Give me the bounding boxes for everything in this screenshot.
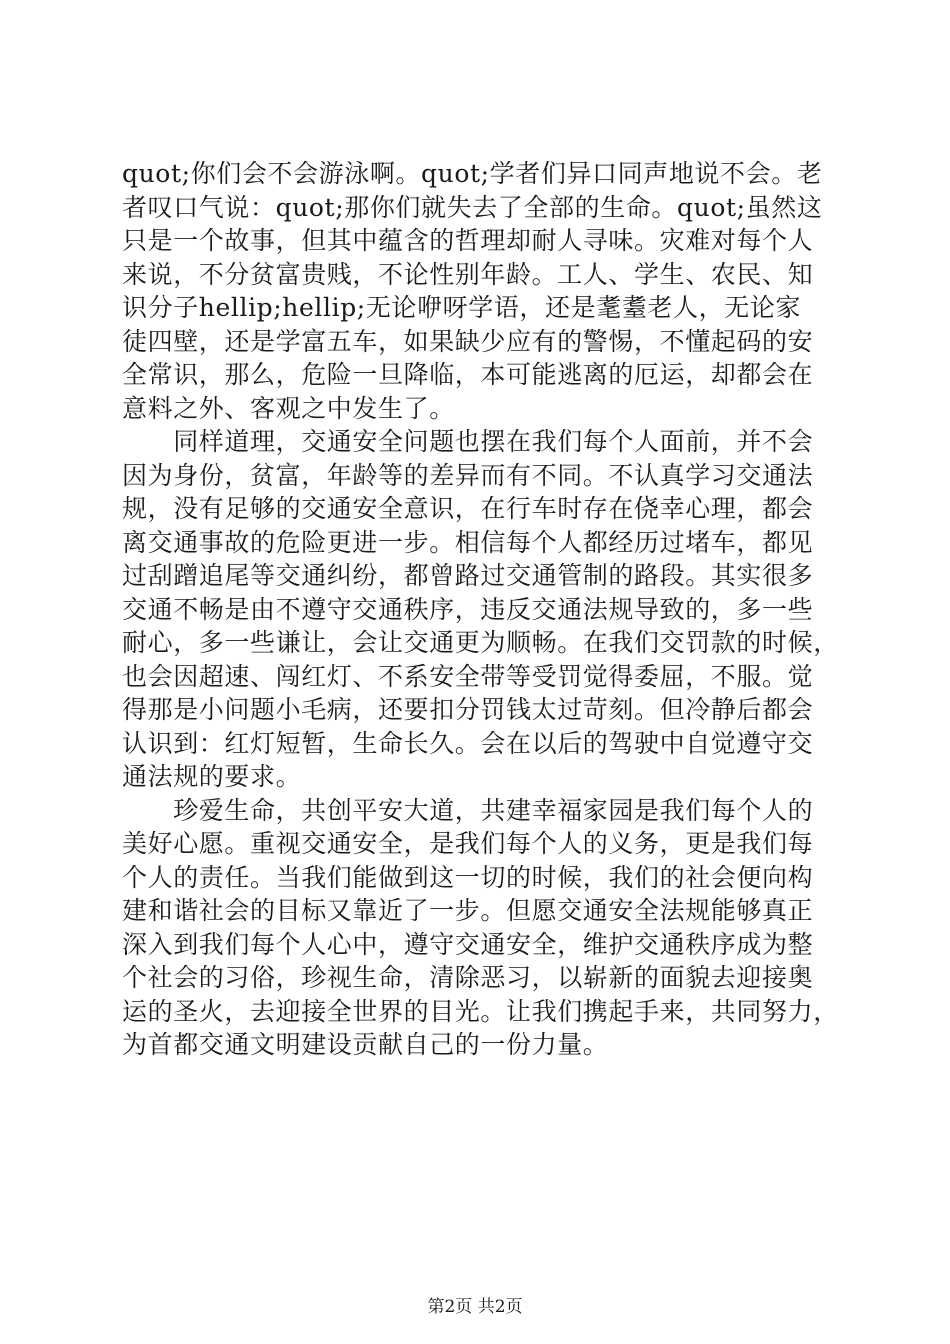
text-line: 意料之外、客观之中发生了。 (122, 393, 455, 423)
text-line: 交通不畅是由不遵守交通秩序，违反交通法规导致的，多一些 (122, 594, 814, 624)
text-line: 离交通事故的危险更进一步。相信每个人都经历过堵车，都见 (122, 527, 814, 557)
text-line: 徒四壁，还是学富五车，如果缺少应有的警惕，不懂起码的安 (122, 326, 814, 356)
page-number-footer: 第2页 共2页 (427, 1297, 523, 1317)
text-line: 耐心，多一些谦让，会让交通更为顺畅。在我们交罚款的时候， (122, 628, 839, 657)
text-line: 认识到：红灯短暂，生命长久。会在以后的驾驶中自觉遵守交 (122, 728, 814, 758)
text-line: 建和谐社会的目标又靠近了一步。但愿交通安全法规能够真正 (122, 896, 814, 925)
text-line: 全常识，那么，危险一旦降临，本可能逃离的厄运，却都会在 (122, 360, 814, 389)
text-line: 规，没有足够的交通安全意识，在行车时存在侥幸心理，都会 (122, 494, 814, 523)
text-line: 因为身份，贫富，年龄等的差异而有不同。不认真学习交通法 (122, 460, 814, 490)
text-line: 只是一个故事，但其中蕴含的哲理却耐人寻味。灾难对每个人 (122, 226, 814, 255)
text-line: quot;你们会不会游泳啊。quot;学者们异口同声地说不会。老 (122, 159, 823, 188)
text-line: 也会因超速、闯红灯、不系安全带等受罚觉得委屈，不服。觉 (122, 661, 814, 691)
text-line: 运的圣火，去迎接全世界的目光。让我们携起手来，共同努力， (122, 996, 839, 1026)
text-line: 得那是小问题小毛病，还要扣分罚钱太过苛刻。但冷静后都会 (122, 695, 814, 724)
text-line: 同样道理，交通安全问题也摆在我们每个人面前，并不会 (122, 427, 814, 456)
text-line: 者叹口气说：quot;那你们就失去了全部的生命。quot;虽然这 (122, 192, 823, 222)
text-line: 美好心愿。重视交通安全，是我们每个人的义务，更是我们每 (122, 829, 814, 858)
document-body (122, 157, 839, 1062)
text-line: 通法规的要求。 (122, 762, 302, 791)
text-line: 深入到我们每个人心中，遵守交通安全，维护交通秩序成为整 (122, 929, 814, 959)
text-line: 为首都交通文明建设贡献自己的一份力量。 (122, 1030, 609, 1059)
text-line: 过刮蹭追尾等交通纠纷，都曾路过交通管制的路段。其实很多 (122, 561, 814, 590)
text-line: 个人的责任。当我们能做到这一切的时候，我们的社会便向构 (122, 862, 814, 892)
text-line: 珍爱生命，共创平安大道，共建幸福家园是我们每个人的 (122, 795, 814, 825)
text-line: 来说，不分贫富贵贱，不论性别年龄。工人、学生、农民、知 (122, 259, 814, 289)
text-line: 识分子hellip;hellip;无论咿呀学语，还是耄耋老人，无论家 (122, 293, 802, 322)
text-line: 个社会的习俗，珍视生命，清除恶习，以崭新的面貌去迎接奥 (122, 963, 814, 992)
